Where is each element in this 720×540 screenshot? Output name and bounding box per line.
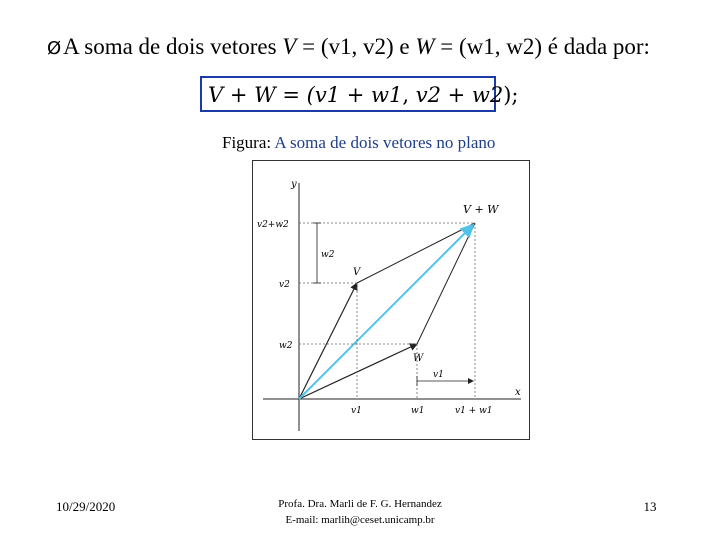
footer-page-number: 13 — [643, 499, 657, 514]
heading-v-symbol: V — [282, 34, 297, 59]
formula-lhs: V + W = ( — [208, 83, 315, 107]
footer-author-name: Profa. Dra. Marli de F. G. Hernandez — [278, 498, 442, 510]
heading-line — [47, 30, 707, 64]
formula-term1: v1 + w1 — [314, 83, 403, 107]
label-v-plus-w: V + W — [463, 203, 499, 216]
vector-sum-figure — [252, 160, 530, 440]
formula-box — [200, 76, 519, 112]
formula-rhs: ); — [503, 83, 519, 107]
caption-text: A soma de dois vetores no plano — [271, 133, 496, 152]
caption-label: Figura: — [222, 133, 272, 152]
formula-term2: v2 + w2 — [415, 83, 504, 107]
heading-v-def: = (v1, v2) e — [296, 34, 416, 59]
footer-date: 10/29/2020 — [56, 499, 116, 514]
vector-diagram — [253, 161, 529, 439]
formula-comma: , — [402, 83, 416, 107]
heading-w-symbol: W — [415, 34, 435, 59]
label-v1-tick: v1 — [351, 406, 362, 416]
label-w: W — [413, 353, 424, 364]
label-v2-tick: v2 — [279, 280, 290, 290]
heading-prefix: A soma de dois vetores — [63, 34, 283, 59]
y-axis-label: y — [291, 179, 297, 190]
footer-author — [240, 496, 480, 532]
label-w2-tick: w2 — [279, 341, 293, 351]
label-v1-bracket: v1 — [433, 370, 444, 380]
label-v: V — [353, 267, 361, 278]
vector-w — [299, 344, 417, 399]
x-axis-label: x — [515, 387, 521, 398]
formula-svg — [202, 78, 519, 110]
figure-caption — [222, 130, 582, 156]
label-v1-plus-w1: v1 + w1 — [455, 406, 493, 416]
heading-w-def: = (w1, w2) é dada por: — [434, 34, 650, 59]
label-v2-plus-w2: v2+w2 — [257, 220, 289, 230]
parallel-w — [357, 223, 475, 283]
bullet-arrow-icon: Ø — [47, 38, 62, 59]
footer-author-email: E-mail: marlih@ceset.unicamp.br — [285, 514, 435, 526]
vector-v — [299, 283, 357, 399]
label-w1-tick: w1 — [411, 406, 425, 416]
formula-expression — [208, 83, 519, 107]
label-w2-bracket: w2 — [321, 250, 335, 260]
parallel-v — [417, 223, 475, 344]
